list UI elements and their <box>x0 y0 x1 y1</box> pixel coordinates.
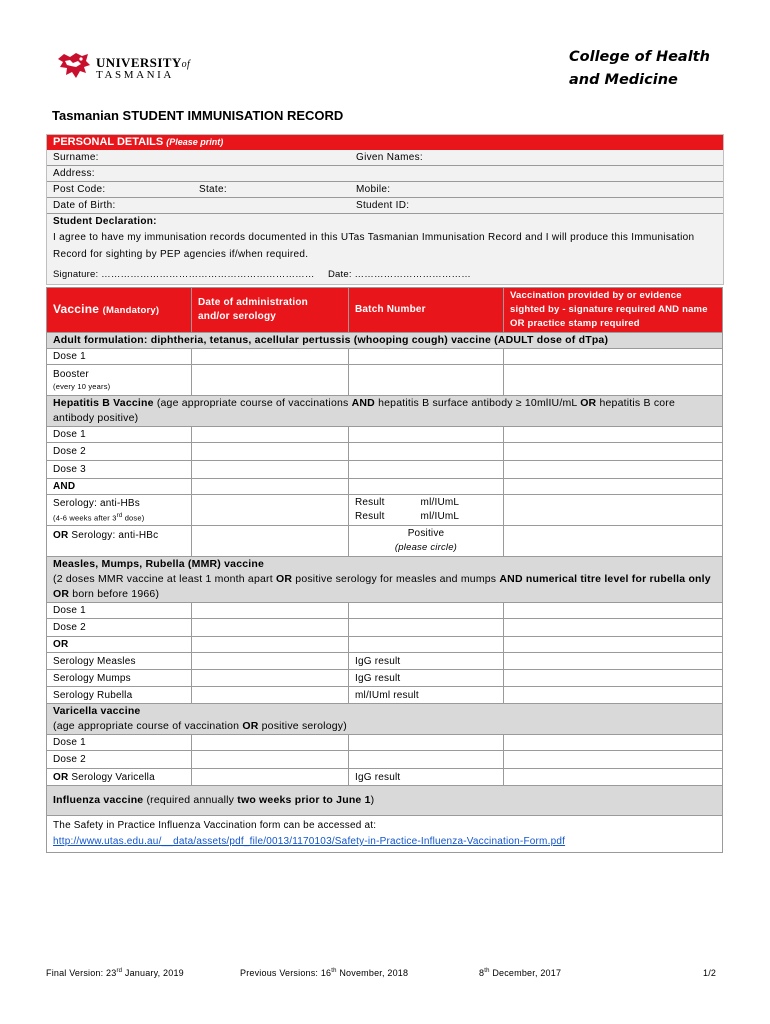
influenza-info-text: The Safety in Practice Influenza Vaccination form can be accessed at: <box>53 820 377 831</box>
section-mmr <box>47 557 723 603</box>
signature-cell[interactable] <box>504 443 723 461</box>
signature-cell[interactable] <box>504 670 723 687</box>
signature-cell[interactable] <box>504 751 723 769</box>
signature-cell[interactable] <box>504 427 723 443</box>
date-cell[interactable] <box>192 603 349 619</box>
logo-tasmania-text: TASMANIA <box>96 69 174 81</box>
date-cell[interactable] <box>192 653 349 670</box>
batch-cell[interactable] <box>349 365 504 396</box>
date-cell[interactable] <box>192 735 349 751</box>
table-row <box>47 365 723 396</box>
result-cell[interactable]: ml/IUml result <box>349 687 504 704</box>
table-row <box>47 637 723 653</box>
table-row <box>47 751 723 769</box>
signature-cell[interactable] <box>504 687 723 704</box>
date-cell[interactable] <box>192 349 349 365</box>
section-hepatitis-b <box>47 396 723 427</box>
table-row <box>47 443 723 461</box>
given-names-field[interactable]: Given Names: <box>356 152 423 163</box>
signature-cell[interactable] <box>504 735 723 751</box>
batch-cell[interactable] <box>349 461 504 479</box>
date-cell[interactable] <box>192 670 349 687</box>
declaration-text: I agree to have my immunisation records documented in this UTas Tasmanian Immunisation Record and I will produce this Immunisation Record for sighting by PEP agencies if/when required. <box>53 232 695 260</box>
date-cell[interactable] <box>192 619 349 637</box>
tasmanian-lion-crest-icon <box>56 51 92 81</box>
signature-cell[interactable] <box>504 495 723 526</box>
table-row <box>47 603 723 619</box>
address-row <box>47 166 723 182</box>
vaccination-table <box>46 287 723 853</box>
student-declaration <box>47 214 723 263</box>
personal-details-note: (Please print) <box>166 137 224 147</box>
row-label: Dose 2 <box>47 619 192 637</box>
signature-cell[interactable] <box>504 603 723 619</box>
header-date: Date of administration and/or serology <box>192 288 349 333</box>
date-cell[interactable] <box>192 495 349 526</box>
document-title: Tasmanian STUDENT IMMUNISATION RECORD <box>52 108 344 123</box>
row-label: Dose 2 <box>47 751 192 769</box>
row-label: Serology Rubella <box>47 687 192 704</box>
result-cell[interactable]: IgG result <box>349 653 504 670</box>
table-row <box>47 769 723 786</box>
batch-cell[interactable] <box>349 479 504 495</box>
dob-row <box>47 198 723 214</box>
section-adult-dtpa <box>47 333 723 349</box>
logo-of-text: of <box>181 59 191 70</box>
signature-cell[interactable] <box>504 526 723 557</box>
table-header-row <box>47 288 723 333</box>
batch-cell[interactable] <box>349 443 504 461</box>
result-cell[interactable]: IgG result <box>349 670 504 687</box>
result-cell[interactable]: Positive (please circle) <box>349 526 504 557</box>
date-cell[interactable] <box>192 526 349 557</box>
table-row <box>47 427 723 443</box>
section-adult-title: Adult formulation: diphtheria, tetanus, acellular pertussis (whooping cough) vaccine (ADULT dose of dTpa) <box>47 333 723 349</box>
result-cell[interactable]: Result ml/IUmL Result ml/IUmL <box>349 495 504 526</box>
post-code-field[interactable]: Post Code: <box>53 184 106 195</box>
influenza-info-cell <box>47 816 723 853</box>
row-label: Dose 2 <box>47 443 192 461</box>
college-name <box>569 46 710 92</box>
date-cell[interactable] <box>192 461 349 479</box>
row-label: Serology Measles <box>47 653 192 670</box>
address-field[interactable]: Address: <box>53 168 95 179</box>
table-row <box>47 479 723 495</box>
date-of-birth-field[interactable]: Date of Birth: <box>53 200 116 211</box>
personal-details-title: PERSONAL DETAILS <box>53 136 164 148</box>
row-label: Serology: anti-HBs (4-6 weeks after 3rd dose) <box>47 495 192 526</box>
logo-university-text: UNIVERSITY <box>96 55 182 70</box>
section-hepb-title: Hepatitis B Vaccine (age appropriate course of vaccinations AND hepatitis B surface antibody ≥ 10mlIU/mL OR hepatitis B core antibody positive) <box>47 396 723 427</box>
table-row <box>47 670 723 687</box>
date-cell[interactable] <box>192 479 349 495</box>
student-id-field[interactable]: Student ID: <box>356 200 410 211</box>
signature-cell[interactable] <box>504 349 723 365</box>
header-provided-by: Vaccination provided by or evidence sighted by - signature required AND name OR practice stamp required <box>504 288 723 333</box>
influenza-info-row <box>47 816 723 853</box>
university-logo <box>56 51 206 85</box>
postcode-row <box>47 182 723 198</box>
section-influenza-title: Influenza vaccine (required annually two weeks prior to June 1) <box>47 786 723 816</box>
row-label: Serology Mumps <box>47 670 192 687</box>
mobile-field[interactable]: Mobile: <box>356 184 391 195</box>
batch-cell[interactable] <box>349 751 504 769</box>
table-row <box>47 349 723 365</box>
row-label: OR <box>47 637 192 653</box>
table-row <box>47 619 723 637</box>
row-label: Dose 1 <box>47 349 192 365</box>
footer-final-version: Final Version: 23rd January, 2019 <box>46 968 184 978</box>
table-row <box>47 495 723 526</box>
date-cell[interactable] <box>192 769 349 786</box>
personal-details-section <box>46 134 724 285</box>
batch-cell[interactable] <box>349 619 504 637</box>
date-cell[interactable] <box>192 751 349 769</box>
signature-row <box>47 263 723 284</box>
signature-cell[interactable] <box>504 365 723 396</box>
signature-cell[interactable] <box>504 619 723 637</box>
table-row <box>47 735 723 751</box>
row-label: Dose 1 <box>47 735 192 751</box>
date-cell[interactable] <box>192 637 349 653</box>
date-cell[interactable] <box>192 427 349 443</box>
state-field[interactable]: State: <box>199 184 227 195</box>
batch-cell[interactable] <box>349 349 504 365</box>
result-cell[interactable]: IgG result <box>349 769 504 786</box>
row-label: Dose 1 <box>47 427 192 443</box>
section-mmr-title: Measles, Mumps, Rubella (MMR) vaccine (2 doses MMR vaccine at least 1 month apart OR positive serology for measles and mumps AND numerical titre level for rubella only OR born before 1966) <box>47 557 723 603</box>
row-label: Dose 1 <box>47 603 192 619</box>
row-label: Booster (every 10 years) <box>47 365 192 396</box>
section-varicella <box>47 704 723 735</box>
header-batch: Batch Number <box>349 288 504 333</box>
footer-previous-versions: Previous Versions: 16th November, 2018 <box>240 968 409 978</box>
signature-cell[interactable] <box>504 461 723 479</box>
footer-previous-date: 8th December, 2017 <box>479 968 562 978</box>
signature-cell[interactable] <box>504 479 723 495</box>
college-line-1: College of Health <box>569 49 710 65</box>
personal-details-heading <box>47 135 723 150</box>
date-cell[interactable] <box>192 365 349 396</box>
batch-cell[interactable] <box>349 637 504 653</box>
header-vaccine: Vaccine (Mandatory) <box>47 288 192 333</box>
table-row <box>47 526 723 557</box>
signature-field[interactable]: Signature: ………………………………………………………… <box>53 269 315 280</box>
table-row <box>47 461 723 479</box>
table-row <box>47 653 723 670</box>
row-label: Dose 3 <box>47 461 192 479</box>
surname-row <box>47 150 723 166</box>
signature-cell[interactable] <box>504 769 723 786</box>
section-influenza <box>47 786 723 816</box>
college-line-2: and Medicine <box>569 72 678 88</box>
batch-cell[interactable] <box>349 427 504 443</box>
section-varicella-title: Varicella vaccine (age appropriate course of vaccination OR positive serology) <box>47 704 723 735</box>
signature-cell[interactable] <box>504 653 723 670</box>
row-label: OR Serology: anti-HBc <box>47 526 192 557</box>
row-label: OR Serology Varicella <box>47 769 192 786</box>
page-number: 1/2 <box>703 968 717 978</box>
influenza-form-link[interactable]: http://www.utas.edu.au/__data/assets/pdf_file/0013/1170103/Safety-in-Practice-Influenza-Vaccination-Form.pdf <box>53 836 566 847</box>
date-cell[interactable] <box>192 687 349 704</box>
signature-cell[interactable] <box>504 637 723 653</box>
batch-cell[interactable] <box>349 735 504 751</box>
date-field[interactable]: Date: ……………………………… <box>328 269 471 280</box>
declaration-title: Student Declaration: <box>53 216 157 227</box>
batch-cell[interactable] <box>349 603 504 619</box>
surname-field[interactable]: Surname: <box>53 152 99 163</box>
table-row <box>47 687 723 704</box>
row-label: AND <box>47 479 192 495</box>
date-cell[interactable] <box>192 443 349 461</box>
